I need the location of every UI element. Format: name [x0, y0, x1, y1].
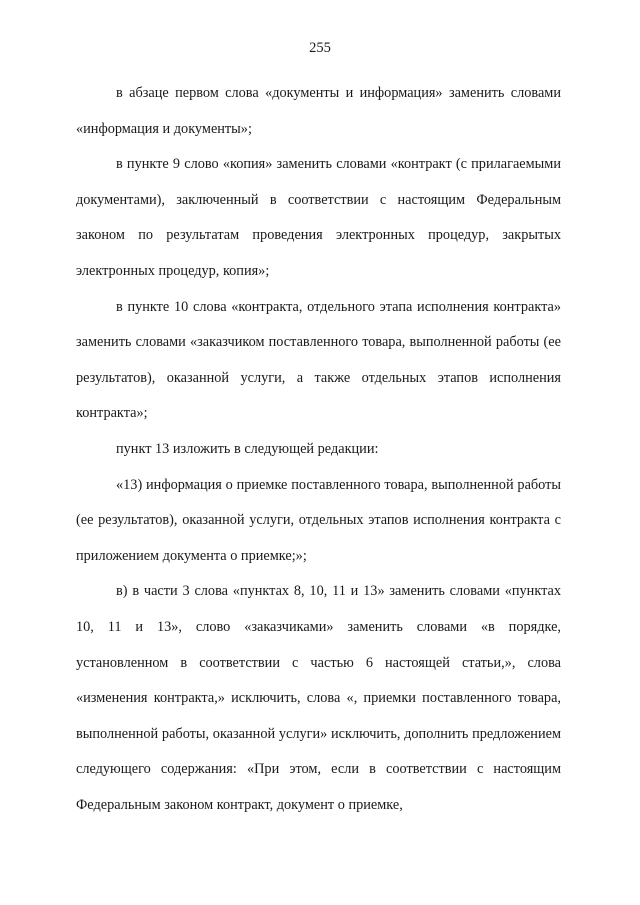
paragraph: пункт 13 изложить в следующей редакции:: [116, 440, 379, 457]
paragraph: в пункте 10 слова «контракта, отдельного этапа исполнения контракта» заменить словами «заказчиком поставленного товара, выполненной работы (ее результатов), оказанной услуги, а также отдельных этапов исполнения контракта»;: [76, 298, 561, 422]
paragraph: в абзаце первом слова «документы и информация» заменить словами «информация и документы»;: [76, 85, 561, 137]
paragraph: «13) информация о приемке поставленного товара, выполненной работы (ее результатов), оказанной услуги, отдельных этапов исполнения контракта с приложением документа о приемке;»;: [76, 476, 561, 564]
document-body: [76, 76, 561, 823]
paragraph: в пункте 9 слово «копия» заменить словами «контракт (с прилагаемыми документами), заключенный в соответствии с настоящим Федеральным законом по результатам проведения электронных процедур, закрытых электронных процедур, копия»;: [76, 156, 561, 279]
paragraph: в) в части 3 слова «пунктах 8, 10, 11 и 13» заменить словами «пунктах 10, 11 и 13», слово «заказчиками» заменить словами «в порядке, установленном в соответствии с частью 6 настоящей статьи,», слова «изменения контракта,» исключить, слова «, приемки поставленного товара, выполненной работы, оказанной услуги» исключить, дополнить предложением следующего содержания: «При этом, если в соответствии с настоящим Федеральным законом контракт, документ о приемке,: [76, 583, 561, 813]
page-number: 255: [309, 40, 331, 56]
